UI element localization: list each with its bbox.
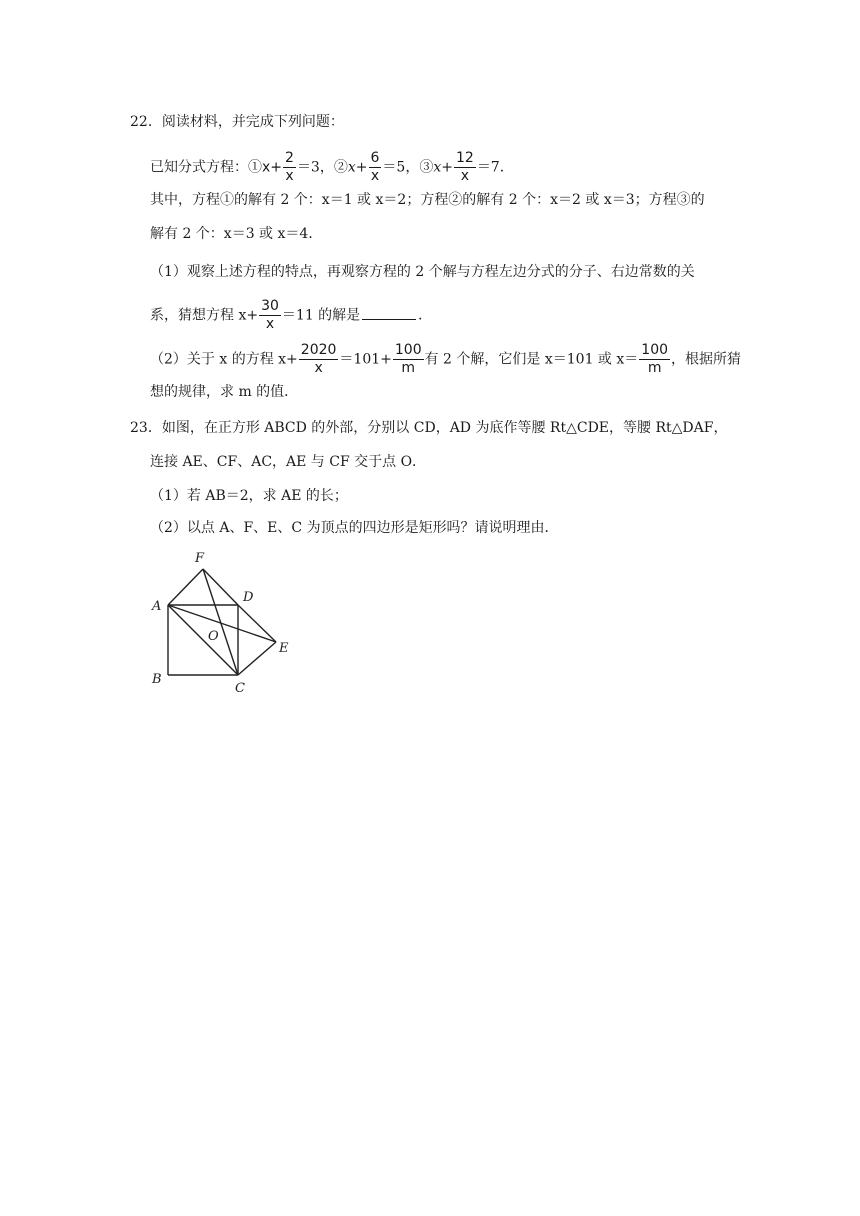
q22-part2-line1 <box>150 342 741 377</box>
part2-fraction3 <box>639 342 670 377</box>
part2-fraction1 <box>299 342 339 377</box>
q23-line1: 23．如图，在正方形 ABCD 的外部，分别以 CD，AD 为底作等腰 Rt△CDE，等腰 Rt△DAF， <box>130 420 728 436</box>
part2-denominator2: m <box>401 360 416 376</box>
label-d: D <box>243 590 254 605</box>
eq1-denominator: x <box>285 168 294 184</box>
part2-numerator3: 100 <box>641 342 669 358</box>
label-o: O <box>208 629 219 644</box>
eq2-rhs: ＝5， <box>382 159 420 176</box>
label-c: C <box>235 681 245 696</box>
segment-cf <box>203 569 238 675</box>
square-geometry-figure <box>140 544 300 700</box>
segment-ec <box>238 642 276 675</box>
part1-end: ． <box>418 307 433 324</box>
q22-given-equations <box>150 150 514 185</box>
label-b: B <box>152 672 162 687</box>
q22-info-line1: 其中，方程①的解有 2 个：x＝1 或 x＝2；方程②的解有 2 个：x＝2 或 x＝3；方程③的 <box>150 192 705 208</box>
label-a: A <box>152 599 162 614</box>
eq3-denominator: x <box>460 168 470 184</box>
q22-header: 22．阅读材料，并完成下列问题： <box>130 114 344 130</box>
part2-tail: ，根据所猜 <box>671 351 742 368</box>
segment-de <box>238 605 276 642</box>
eq3-fraction <box>454 150 476 185</box>
eq1-lhs: x+ <box>262 159 283 176</box>
q23-part1: （1）若 AB＝2，求 AE 的长； <box>150 488 348 504</box>
segment-ac <box>168 605 238 675</box>
eq1-fraction <box>283 150 296 185</box>
eq2-fraction <box>369 150 382 185</box>
eq1-rhs: ＝3， <box>296 159 334 176</box>
eq3-numerator: 12 <box>455 150 474 166</box>
part2-numerator2: 100 <box>394 342 422 358</box>
part1-prefix: 系，猜想方程 x+ <box>150 307 259 324</box>
eq2-denominator: x <box>370 168 380 184</box>
part2-mid: ＝101+ <box>339 351 392 368</box>
q23-part2: （2）以点 A、F、E、C 为顶点的四边形是矩形吗？请说明理由． <box>150 520 559 536</box>
eq1-numerator: 2 <box>285 150 294 166</box>
segment-ae <box>168 605 276 642</box>
eq2-mark: ② <box>333 159 348 176</box>
q22-part2-line2: 想的规律，求 m 的值． <box>150 384 299 400</box>
part2-fraction2 <box>393 342 424 377</box>
eq1-mark: ① <box>248 159 262 176</box>
part2-numerator1: 2020 <box>300 342 337 358</box>
eq2-numerator: 6 <box>370 150 380 166</box>
part2-mid2: 有 2 个解，它们是 x＝101 或 x＝ <box>424 351 639 368</box>
eq3-mark: ③ <box>419 159 434 176</box>
part1-fraction <box>259 298 281 333</box>
segment-af <box>168 569 203 605</box>
q22-part1-line1: （1）观察上述方程的特点，再观察方程的 2 个解与方程左边分式的分子、右边常数的关 <box>150 264 695 280</box>
part2-denominator3: m <box>647 360 662 376</box>
label-f: F <box>195 551 205 566</box>
label-e: E <box>279 641 289 656</box>
eq3-lhs: x+ <box>433 159 453 176</box>
part2-prefix: （2）关于 x 的方程 x+ <box>150 351 298 368</box>
q22-part1-line2 <box>150 298 432 333</box>
eq3-rhs: ＝7． <box>476 159 514 176</box>
part1-suffix: ＝11 的解是 <box>281 307 361 324</box>
given-prefix: 已知分式方程： <box>150 159 248 176</box>
part2-denominator1: x <box>314 360 323 376</box>
answer-blank <box>362 305 416 320</box>
part1-denominator: x <box>265 316 275 332</box>
q22-info-line2: 解有 2 个：x＝3 或 x＝4． <box>150 226 323 242</box>
q23-line2: 连接 AE、CF、AC，AE 与 CF 交于点 O． <box>150 454 427 470</box>
part1-numerator: 30 <box>261 298 279 314</box>
eq2-lhs: x+ <box>347 159 368 176</box>
